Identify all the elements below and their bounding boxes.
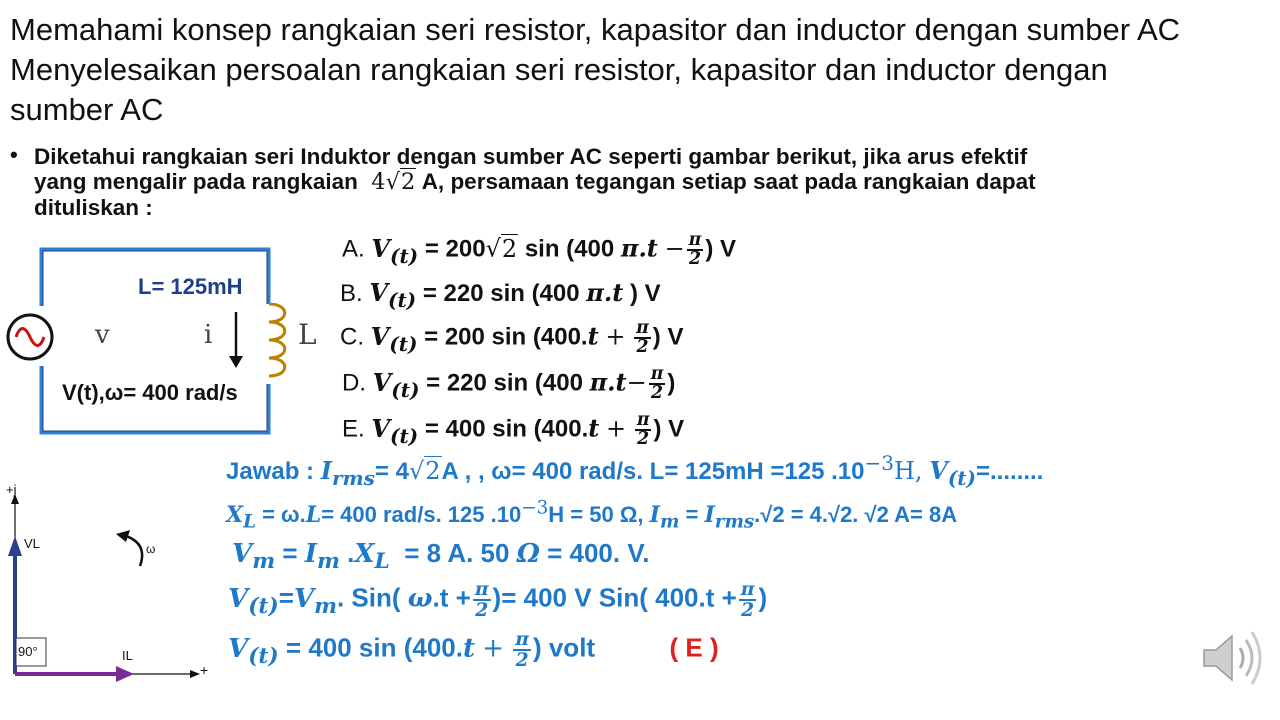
answer-l4-a: = bbox=[278, 582, 294, 613]
answer-l4-d: )= 400 V Sin( 400.t + bbox=[492, 582, 737, 613]
current-arrow-icon bbox=[229, 356, 243, 368]
correct-answer-label: ( E ) bbox=[669, 632, 719, 663]
answer-l3-c: = 8 A. 50 bbox=[404, 538, 510, 568]
option-c-letter: C. bbox=[340, 323, 364, 351]
option-d-letter: D. bbox=[342, 369, 366, 397]
phasor-diagram bbox=[0, 478, 220, 688]
current-arrow-head-icon bbox=[116, 666, 134, 682]
answer-l3-a: = bbox=[282, 538, 298, 568]
answer-l1-b: A , , ω= 400 rad/s. L= 125mH =125 .10 bbox=[441, 458, 865, 485]
voltage-arrow-icon bbox=[8, 536, 22, 556]
answer-l5-b: ) volt bbox=[532, 632, 596, 663]
current-symbol: i bbox=[204, 320, 213, 350]
answer-l1-c: H, bbox=[893, 457, 923, 485]
answer-line-5: $V_{(t)} = 400$ sin (400.t + $\frac{\pi}{2}$ ) volt ( E ) bbox=[228, 628, 719, 671]
answer-l2-a: = ω. bbox=[262, 502, 306, 527]
question-line-1: Diketahui rangkaian seri Induktor dengan sumber AC seperti gambar berikut, jika arus efektif bbox=[34, 144, 1028, 169]
objective-line-1: Memahami konsep rangkaian seri resistor, kapasitor dan inductor dengan sumber AC bbox=[10, 12, 1181, 47]
answer-line-3: $V_m = I_m$ $.X_L = 8$ A. 50 Ω = 400. V. bbox=[232, 538, 650, 575]
option-a-text: = 200 bbox=[424, 235, 486, 263]
real-axis-label: + bbox=[200, 662, 209, 678]
option-b-letter: B. bbox=[340, 280, 363, 307]
angle-label: 90° bbox=[18, 644, 38, 659]
option-b-unit: V bbox=[644, 280, 661, 307]
source-label: V(t),ω= 400 rad/s bbox=[62, 380, 238, 405]
objective-line-3: sumber AC bbox=[10, 92, 164, 127]
option-a-unit: V bbox=[719, 235, 736, 263]
option-e-text: = 400 sin (400. bbox=[424, 415, 589, 443]
current-phasor-label: IL bbox=[122, 648, 133, 663]
option-a-letter: A. bbox=[342, 235, 365, 263]
option-a-tail: sin (400 bbox=[524, 235, 615, 263]
option-e-letter: E. bbox=[342, 415, 365, 443]
answer-l4-b: . Sin( bbox=[336, 582, 401, 613]
answer-l1-a: = 4 bbox=[374, 458, 409, 485]
answer-prefix: Jawab : bbox=[226, 458, 315, 485]
question-line-2 bbox=[34, 169, 1274, 195]
answer-l2-c: H = 50 Ω, bbox=[548, 502, 644, 527]
option-e-unit: V bbox=[668, 415, 685, 443]
answer-l2-e: .√2 = 4.√2. √2 A= 8A bbox=[754, 502, 958, 527]
omega-label: ω bbox=[146, 542, 156, 556]
answer-l1-exp: −3 bbox=[864, 451, 894, 475]
answer-l1-d: =........ bbox=[976, 458, 1044, 485]
answer-line-1: Jawab : $I_{rms}= 4√2A$ , , ω= 400 rad/s. L= 125mH =125 $.10^{-3}H$, $V_{(t)}=$........ bbox=[226, 451, 1044, 490]
option-b: B. $V_{(t)} = 220$ sin (400 π.t ) V bbox=[340, 278, 661, 312]
current-value: 4√2 bbox=[364, 169, 416, 195]
voltage-phasor-label: VL bbox=[24, 536, 40, 551]
answer-line-4: $V_{(t)}=V_m$. Sin( ω.t + $\frac{\pi}{2}$ )= 400 V Sin( 400.t + $\frac{\pi}{2}$ ) bbox=[228, 578, 768, 621]
inductor-symbol: L bbox=[298, 318, 317, 351]
option-c-unit: V bbox=[667, 323, 684, 351]
answer-l4-c: .t + bbox=[432, 582, 471, 613]
answer-l5-a: = 400 sin (400. bbox=[285, 632, 463, 663]
answer-l3-d: = 400. V. bbox=[547, 538, 650, 568]
answer-l2-b: = 400 rad/s. 125 .10 bbox=[321, 502, 522, 527]
bullet-icon: • bbox=[10, 142, 18, 167]
circuit-diagram bbox=[0, 244, 330, 440]
question-line-2a: yang mengalir pada rangkaian bbox=[34, 169, 358, 194]
option-d: D. $V_{(t)} = 220$ sin (400 π.t− $\frac{\pi}{2}$ ) bbox=[342, 364, 676, 404]
voltage-symbol: v bbox=[95, 320, 110, 350]
answer-line-2: $X_L = \omega.L= 400$ rad/s. 125 $.10^{-3}H = 50$ Ω, $I_m = I_{rms}.√2 = 4.√2$. √2 A= 8A bbox=[226, 497, 958, 533]
option-a: A. $V_{(t)} = 200√2$ sin (400 π.t − $\frac{\pi}{2}$ ) V bbox=[342, 230, 736, 270]
option-d-text: = 220 sin (400 bbox=[426, 369, 583, 397]
option-b-text: = 220 sin (400 bbox=[422, 280, 580, 307]
question-line-2b: A, persamaan tegangan setiap saat pada rangkaian dapat bbox=[421, 169, 1036, 194]
objective-line-2: Menyelesaikan persoalan rangkaian seri resistor, kapasitor dan inductor dengan bbox=[10, 52, 1108, 87]
answer-l3-b: . bbox=[339, 538, 355, 568]
imaginary-axis-label: +j bbox=[6, 482, 17, 497]
question-line-3: dituliskan : bbox=[34, 195, 153, 220]
rotation-arc-icon bbox=[126, 536, 142, 566]
option-e: E. $V_{(t)} = 400$ sin (400.t + $\frac{\pi}{2}$ ) V bbox=[342, 410, 685, 450]
option-c-text: = 200 sin (400. bbox=[424, 323, 588, 351]
answer-l2-d: = bbox=[685, 502, 699, 527]
answer-l2-exp: −3 bbox=[521, 497, 549, 519]
inductance-label: L= 125mH bbox=[138, 274, 243, 299]
answer-l4-e: ) bbox=[758, 582, 768, 613]
speaker-icon[interactable] bbox=[1196, 624, 1268, 692]
option-c: C. $V_{(t)} = 200$ sin (400.t + $\frac{\pi}{2}$ ) V bbox=[340, 318, 684, 358]
question-text bbox=[34, 144, 1274, 220]
